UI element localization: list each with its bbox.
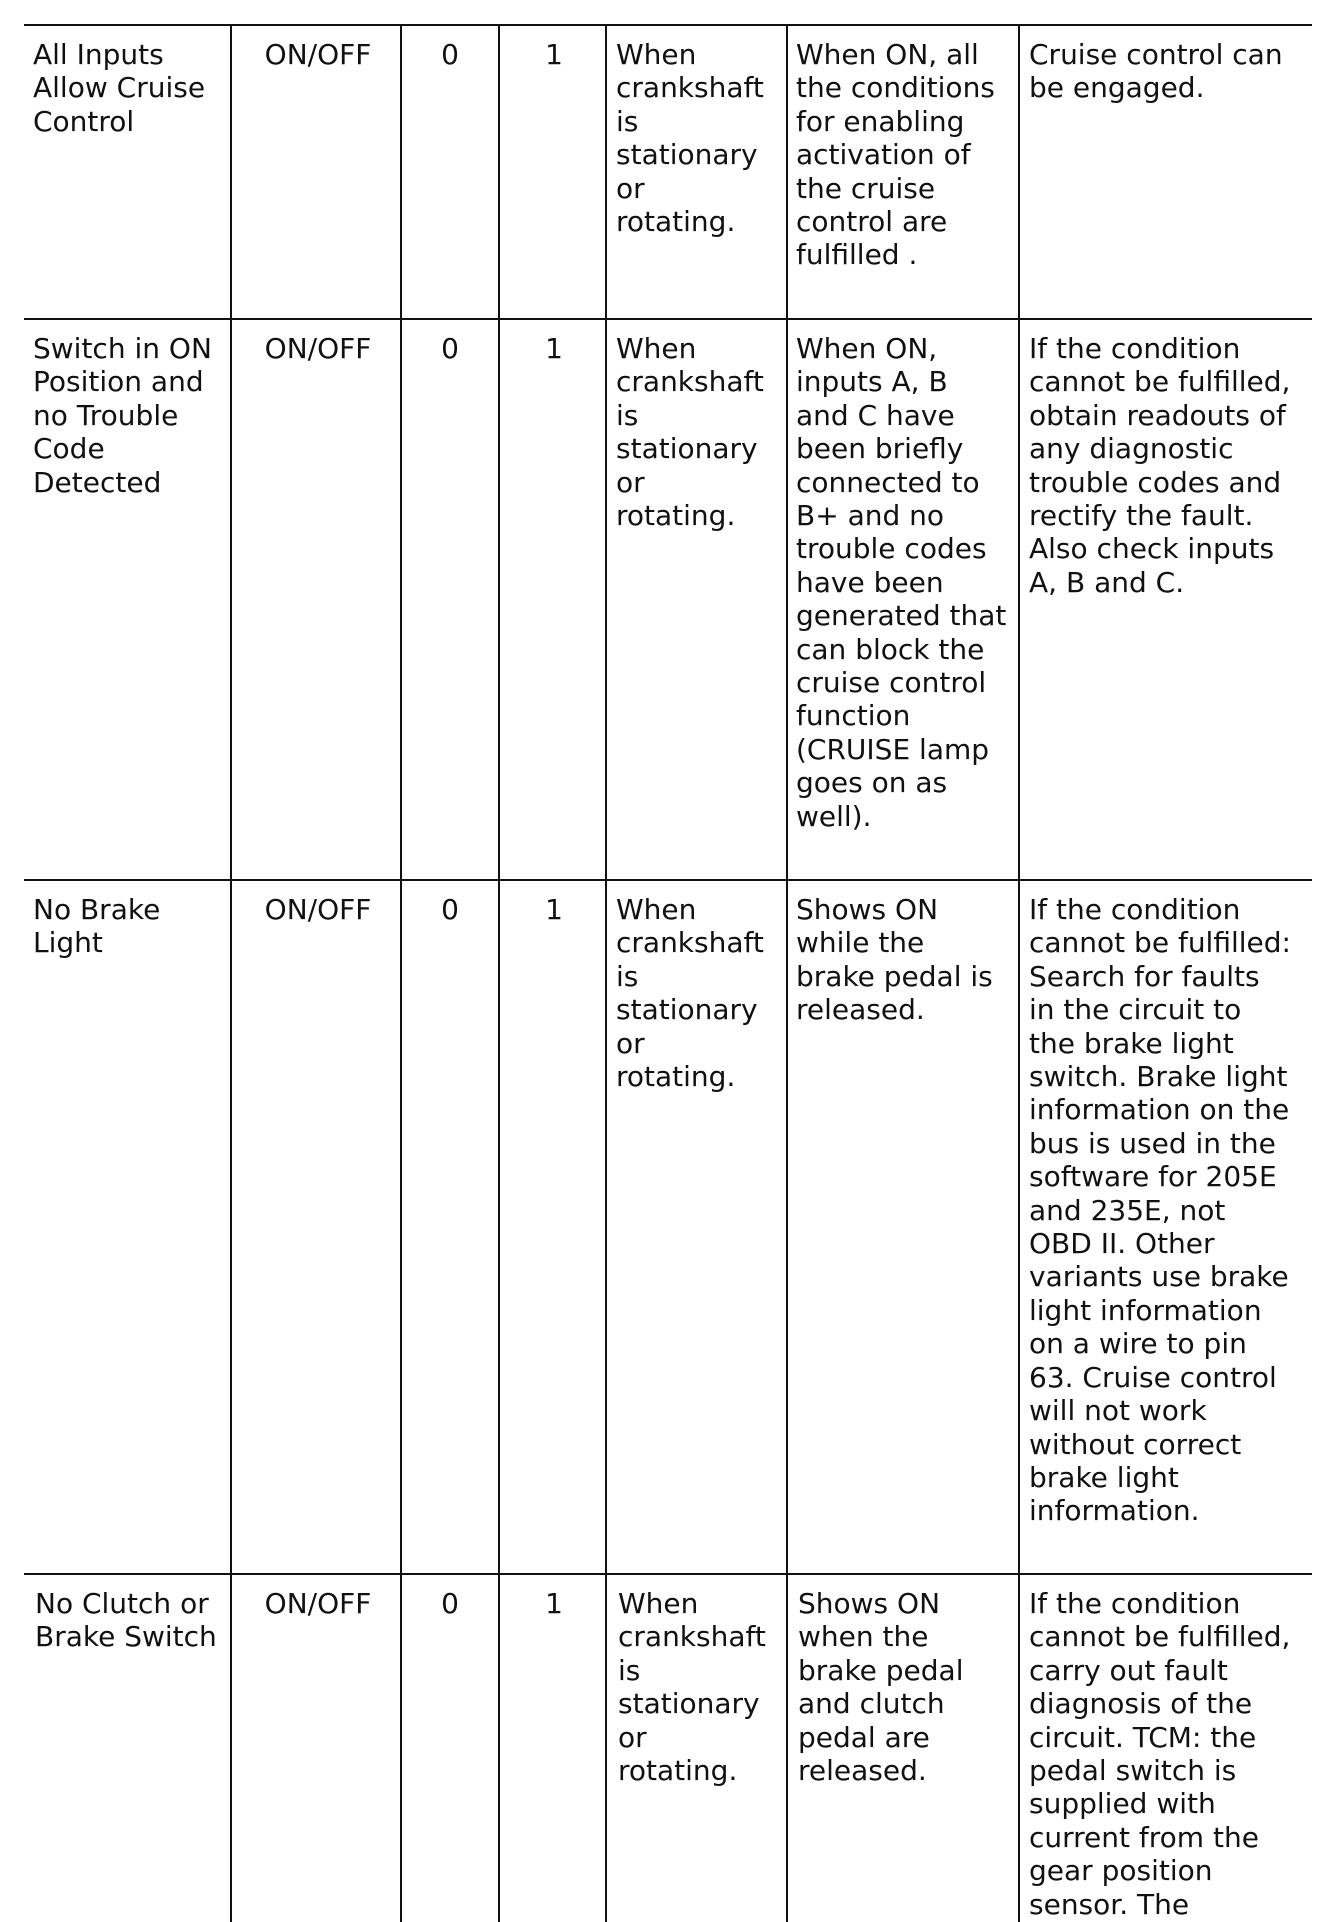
parameter-remedy: Cruise control can be engaged. (1029, 38, 1283, 105)
parameter-min: 0 (441, 332, 459, 365)
parameter-min: 0 (441, 893, 459, 926)
parameter-max: 1 (545, 893, 563, 926)
column-divider (605, 24, 607, 1922)
parameter-description: Shows ON when the brake pedal and clutch pedal are released. (798, 1587, 964, 1788)
column-divider (498, 24, 500, 1922)
parameter-remedy: If the condition cannot be fulfilled, carry out fault diagnosis of the circuit. TCM: the pedal switch is supplied with current from the gear position sensor. The (1029, 1587, 1291, 1921)
row-divider (24, 24, 1312, 26)
parameter-condition: When crankshaft is stationary or rotating. (616, 38, 764, 239)
parameter-condition: When crankshaft is stationary or rotating. (618, 1587, 766, 1788)
parameter-condition: When crankshaft is stationary or rotating. (616, 332, 764, 533)
column-divider (230, 24, 232, 1922)
parameter-description: Shows ON while the brake pedal is released. (796, 893, 993, 1027)
parameter-type: ON/OFF (264, 893, 372, 926)
parameter-name: No Clutch or Brake Switch (35, 1587, 217, 1654)
row-divider (24, 1573, 1312, 1575)
parameter-name: All Inputs Allow Cruise Control (33, 38, 206, 138)
row-divider (24, 879, 1312, 881)
parameter-max: 1 (545, 1587, 563, 1620)
column-divider (400, 24, 402, 1922)
parameter-type: ON/OFF (264, 332, 372, 365)
parameter-type: ON/OFF (264, 38, 372, 71)
parameter-min: 0 (441, 1587, 459, 1620)
row-divider (24, 318, 1312, 320)
parameter-description: When ON, inputs A, B and C have been briefly connected to B+ and no trouble codes have been generated that can block the cruise control function (CRUISE lamp goes on as well). (796, 332, 1007, 833)
parameter-max: 1 (545, 38, 563, 71)
parameter-condition: When crankshaft is stationary or rotating. (616, 893, 764, 1094)
parameter-description: When ON, all the conditions for enabling activation of the cruise control are fulfilled . (796, 38, 995, 272)
parameter-remedy: If the condition cannot be fulfilled: Search for faults in the circuit to the brake light switch. Brake light information on the bus is used in the software for 205E and 235E, not OBD II. Other variants use brake light information on a wire to pin 63. Cruise control will not work without correct brake light information. (1029, 893, 1291, 1528)
parameter-name: No Brake Light (33, 893, 161, 960)
parameter-remedy: If the condition cannot be fulfilled, obtain readouts of any diagnostic trouble codes and rectify the fault. Also check inputs A, B and C. (1029, 332, 1291, 599)
parameter-name: Switch in ON Position and no Trouble Code Detected (33, 332, 212, 499)
parameter-max: 1 (545, 332, 563, 365)
parameter-type: ON/OFF (264, 1587, 372, 1620)
column-divider (1018, 24, 1020, 1922)
column-divider (786, 24, 788, 1922)
parameter-min: 0 (441, 38, 459, 71)
